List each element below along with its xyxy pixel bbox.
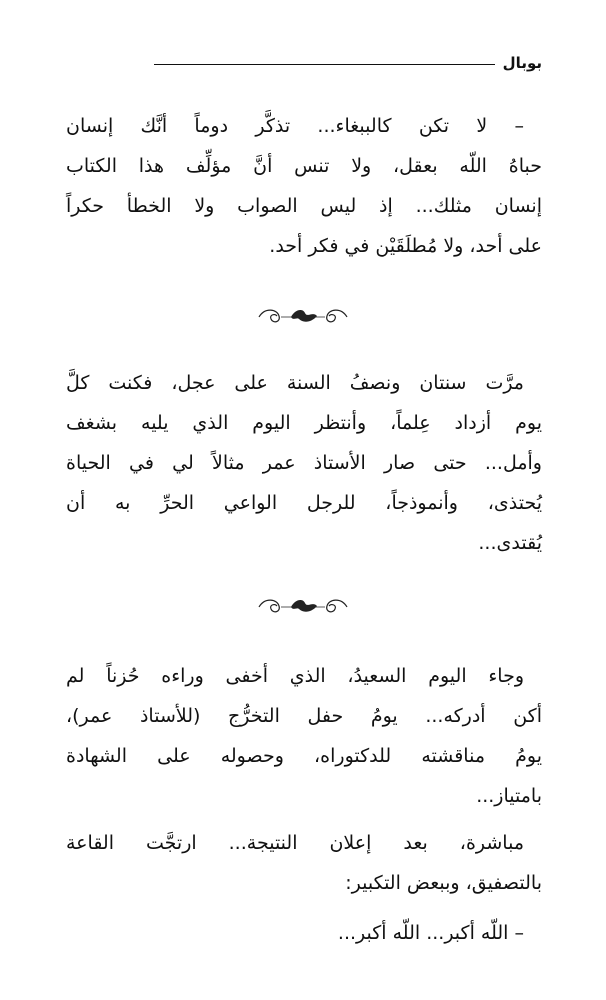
- text-line: مباشرة، بعد إعلان النتيجة... ارتجَّت القاعة: [66, 832, 524, 854]
- header-rule: [154, 64, 495, 65]
- text-line: مرَّت سنتان ونصفُ السنة على عجل، فكنت كلَّ: [66, 372, 524, 394]
- text-line: بامتياز...: [476, 785, 542, 807]
- text-line: يُحتذى، وأنموذجاً، للرجل الواعي الحرِّ به أن: [66, 492, 542, 514]
- text-line: أكن أدركه... يومُ حفل التخرُّج (للأستاذ عمر)،: [66, 705, 542, 727]
- text-line: – لا تكن كالببغاء... تذكَّر دوماً أنَّك إنسان: [66, 115, 524, 137]
- text-line: وجاء اليوم السعيدُ، الذي أخفى وراءه حُزناً لم: [66, 665, 524, 687]
- paragraph-5: [66, 913, 542, 953]
- text-line: إنسان مثلك... إذ ليس الصواب ولا الخطأ حكراً: [66, 195, 542, 217]
- text-line: على أحد، ولا مُطلَقَيْن في فكر أحد.: [269, 235, 542, 257]
- text-line: حباهُ اللّه بعقل، ولا تنس أنَّ مؤلِّف هذا الكتاب: [66, 155, 542, 177]
- paragraph-2: [66, 363, 542, 563]
- text-line: – اللّه أكبر... اللّه أكبر...: [337, 922, 524, 944]
- paragraph-1: [66, 106, 542, 266]
- text-line: يومُ مناقشته للدكتوراه، وحصوله على الشهادة: [66, 745, 542, 767]
- ornament-divider-icon: [255, 303, 351, 329]
- running-header: [154, 52, 542, 74]
- text-line: وأمل... حتى صار الأستاذ عمر مثالاً لي في الحياة: [66, 452, 542, 474]
- text-line: يوم أزداد عِلماً، وأنتظر اليوم الذي يليه بشغف: [66, 412, 542, 434]
- ornament-divider-icon: [255, 593, 351, 619]
- header-title: بوبال: [502, 54, 542, 72]
- text-line: بالتصفيق، وببعض التكبير:: [345, 872, 542, 894]
- text-line: يُقتدى...: [478, 532, 542, 554]
- paragraph-4: [66, 823, 542, 903]
- paragraph-3: [66, 656, 542, 816]
